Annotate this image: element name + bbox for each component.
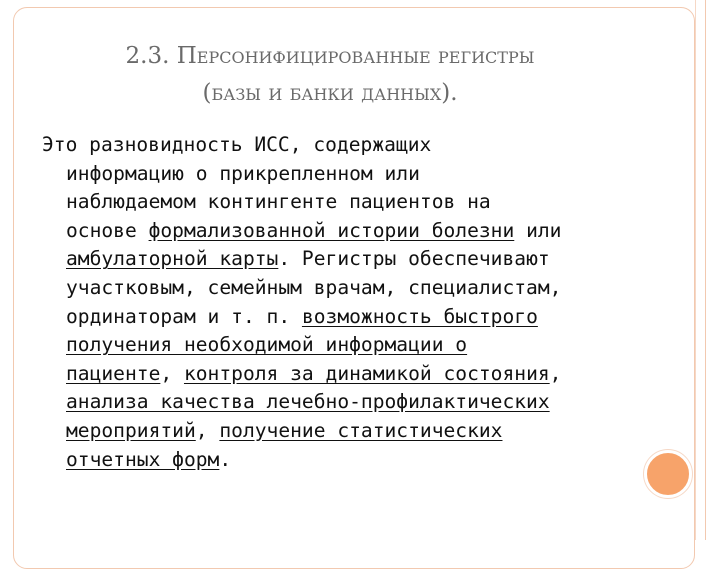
body-line-1: Это разновидность ИСС, содержащих bbox=[42, 133, 432, 156]
body-text: , bbox=[195, 418, 220, 442]
link-quick-access[interactable]: возможность быстрого bbox=[301, 304, 538, 328]
body-text: , bbox=[160, 361, 184, 385]
link-ambulatory-card[interactable]: амбулаторной карты bbox=[66, 247, 279, 271]
body-line-2: информацию о прикрепленном или bbox=[66, 161, 420, 185]
title-line-1 bbox=[30, 38, 630, 75]
link-dynamics-control[interactable]: контроля за динамикой состояния bbox=[183, 361, 550, 385]
body-text: ординаторам и т. п. bbox=[66, 304, 302, 328]
link-measures[interactable]: мероприятий bbox=[66, 418, 196, 442]
body-text: основе bbox=[66, 218, 149, 242]
slide-body-text bbox=[42, 131, 632, 474]
body-line-5 bbox=[42, 245, 632, 274]
body-text: . Регистры обеспечивают bbox=[278, 247, 550, 271]
link-patient[interactable]: пациенте bbox=[66, 361, 161, 385]
link-quality-analysis[interactable]: анализа качества лечебно-профилактических bbox=[66, 390, 550, 414]
link-quick-access-cont[interactable]: получения необходимой информации о bbox=[66, 333, 468, 357]
body-line-11 bbox=[42, 417, 632, 446]
link-report-forms[interactable]: отчетных форм bbox=[66, 447, 220, 471]
body-line-9 bbox=[42, 360, 632, 389]
body-line-12 bbox=[42, 446, 632, 475]
body-line-7 bbox=[42, 303, 632, 332]
body-text: или bbox=[514, 218, 562, 242]
body-line-6: участковым, семейным врачам, специалистам, bbox=[66, 275, 562, 299]
body-line-3: наблюдаемом контингенте пациентов на bbox=[66, 190, 491, 214]
body-line-8 bbox=[42, 331, 632, 360]
decorative-line-outer bbox=[705, 0, 706, 540]
link-statistics[interactable]: получение статистических bbox=[219, 418, 503, 442]
body-line-4 bbox=[42, 217, 632, 246]
decorative-line-inner bbox=[695, 0, 696, 540]
body-line-10 bbox=[42, 388, 632, 417]
slide-title bbox=[30, 38, 630, 112]
link-formalized-history[interactable]: формализованной истории болезни bbox=[148, 218, 515, 242]
body-text: , bbox=[549, 361, 562, 385]
title-line-2: (базы и банки данных). bbox=[202, 80, 458, 106]
decorative-circle bbox=[644, 450, 692, 498]
body-text: . bbox=[219, 447, 232, 471]
title-line-1-rest: ерсонифицированные регистры bbox=[196, 43, 535, 69]
title-number: 2.3. bbox=[125, 43, 177, 69]
title-first-letter: П bbox=[176, 43, 197, 69]
